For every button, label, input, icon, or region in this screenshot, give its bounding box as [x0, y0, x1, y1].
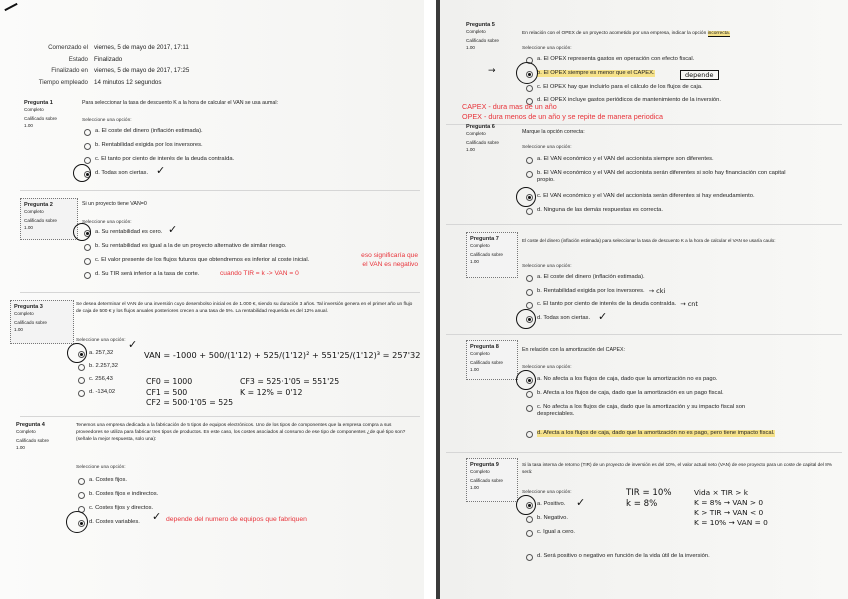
question-info	[10, 300, 74, 344]
option-label: b. Su rentabilidad es igual a la de un proyecto alternativo de similar riesgo.	[95, 243, 287, 249]
radio-button[interactable]	[78, 478, 85, 485]
handwritten-note: k = 8%	[626, 499, 658, 509]
score-value: 1.00	[24, 224, 33, 230]
option-label: b. Rentabilidad exigida por los inversores.	[95, 142, 203, 148]
radio-button[interactable]	[526, 431, 533, 438]
pen-circle-mark	[66, 511, 88, 533]
pen-circle-mark	[516, 495, 536, 515]
score-label: Calificado sobre	[16, 438, 49, 443]
option-label: b. El VAN económico y el VAN del accionista serán diferentes si solo hay financiación con capital propio.	[537, 170, 786, 184]
question-text: Se desea determinar el VAN de una inversión cuyo desembolso inicial es de 1.000 €, siendo su duración 3 años. Tal inversión genera en el primer año un flujo de caja de 500 € y los flujos anuales posteriores crecen a una tasa de 5%. La rentabilidad requerida es del 12% anual.	[76, 302, 413, 314]
check-mark-icon: ✓	[168, 223, 178, 236]
option-label: b. Rentabilidad exigida por los inversores.	[537, 288, 645, 294]
score-label: Calificado sobre	[14, 320, 47, 325]
score-value: 1.00	[14, 326, 23, 332]
option-label: c. El tanto por ciento de interés de la deuda contraída.	[95, 156, 235, 162]
radio-button[interactable]	[526, 171, 533, 178]
answer-option[interactable]	[78, 376, 113, 384]
question-status: Completo	[470, 242, 490, 248]
option-label: d. Todas son ciertas.	[537, 315, 591, 321]
pen-circle-mark	[73, 223, 91, 241]
pen-circle-mark	[516, 370, 536, 390]
pen-circle-mark	[67, 343, 87, 363]
question-text: Tenemos una empresa dedicada a la fabricación de 5 tipos de equipos electrónicos. Uno de los tipos de componentes que la empresa compra a sus proveedores se utiliza para fabricar tres tipos de productos. En este caso, los costes asociados al consumo de ese tipo de componentes ¿de qué tipo son? (señale la mejor respuesta, solo una):	[76, 423, 406, 442]
question-info	[16, 422, 74, 451]
answer-option[interactable]	[78, 491, 158, 499]
radio-button[interactable]	[84, 157, 91, 164]
answer-option-selected[interactable]	[526, 376, 717, 384]
summary-key: Estado	[68, 55, 88, 63]
answer-option[interactable]	[526, 84, 703, 92]
answer-option[interactable]	[526, 529, 586, 537]
summary-key: Tiempo empleado	[38, 78, 88, 86]
question-text-main: En relación con el OPEX de un proyecto acometido por una empresa, indicar la opción	[522, 31, 708, 36]
option-label: d. Costes variables.	[89, 519, 140, 525]
option-label: c. El OPEX hay que incluirlo para el cálculo de los flujos de caja.	[537, 84, 703, 90]
question-status: Completo	[24, 106, 44, 112]
score-value: 1.00	[24, 122, 33, 128]
attempt-summary	[20, 42, 189, 88]
score-label: Calificado sobre	[470, 360, 503, 365]
handwritten-note: K = 10% → VAN = 0	[694, 518, 768, 527]
question-status: Completo	[466, 130, 486, 136]
score-label: Calificado sobre	[470, 252, 503, 257]
answer-option[interactable]	[84, 156, 234, 164]
divider	[446, 224, 842, 225]
question-number: Pregunta 2	[24, 202, 53, 208]
radio-button[interactable]	[526, 516, 533, 523]
question-text	[522, 30, 842, 37]
question-info	[466, 232, 518, 278]
option-label: b. Costes fijos e indirectos.	[89, 491, 159, 497]
option-label: a. Costes fijos.	[89, 477, 128, 483]
radio-button[interactable]	[84, 272, 91, 279]
select-label: Seleccione una opción:	[76, 338, 126, 343]
annotation-red: cuando TIR = k -> VAN = 0	[220, 270, 299, 277]
radio-button[interactable]	[526, 289, 533, 296]
handwritten-notes	[626, 488, 672, 510]
option-label: a. El coste del dinero (inflación estimada).	[95, 128, 203, 134]
check-mark-icon: ✓	[128, 338, 138, 351]
option-label: a. Positivo.	[537, 501, 566, 507]
select-label: Seleccione una opción:	[522, 264, 572, 269]
divider	[20, 416, 420, 417]
question-info	[466, 124, 524, 153]
radio-button[interactable]	[84, 258, 91, 265]
handwritten-notes	[146, 377, 233, 409]
radio-button[interactable]	[78, 364, 85, 371]
option-label: a. Su rentabilidad es cero.	[95, 229, 163, 235]
question-status: Completo	[466, 28, 486, 34]
score-label: Calificado sobre	[466, 140, 499, 145]
answer-option[interactable]	[84, 142, 203, 150]
question-number: Pregunta 7	[470, 236, 499, 242]
option-label: b. Negativo.	[537, 515, 568, 521]
handwritten-note: K = 12% = 0'12	[240, 387, 303, 397]
question-info	[24, 100, 82, 129]
question-number: Pregunta 3	[14, 304, 43, 310]
question-number: Pregunta 5	[466, 22, 495, 28]
answer-option[interactable]	[78, 363, 118, 371]
answer-option[interactable]	[526, 274, 645, 282]
handwritten-note: CF2 = 500·1'05 = 525	[146, 398, 234, 407]
radio-button[interactable]	[526, 530, 533, 537]
summary-row	[20, 77, 189, 89]
question-text: En relación con la amortización del CAPEX:	[522, 347, 626, 353]
option-label: a. El VAN económico y el VAN del accionista siempre son diferentes.	[537, 156, 714, 162]
handwritten-note: → cnt	[680, 300, 698, 308]
handwritten-note: CF3 = 525·1'05 = 551'25	[240, 377, 340, 386]
scan-shadow-edge	[436, 0, 440, 599]
handwritten-note: K = 8% → VAN > 0	[694, 498, 764, 507]
answer-option-selected[interactable]	[526, 70, 655, 78]
select-label: Seleccione una opción:	[522, 46, 572, 51]
option-label: a. El coste del dinero (inflación estimada).	[537, 274, 645, 280]
select-label: Seleccione una opción:	[522, 365, 572, 370]
answer-option[interactable]	[84, 128, 203, 136]
annotation-line: eso significaría que	[361, 252, 418, 259]
select-label: Seleccione una opción:	[82, 118, 132, 123]
divider	[20, 190, 420, 191]
answer-option[interactable]	[84, 257, 309, 265]
summary-value: Finalizado	[94, 55, 123, 63]
check-mark-icon: ✓	[576, 496, 586, 509]
page-gutter	[424, 0, 436, 599]
answer-option[interactable]	[526, 301, 698, 309]
answer-option-selected[interactable]	[84, 170, 148, 178]
answer-option[interactable]	[526, 156, 714, 164]
handwritten-note: TIR = 10%	[626, 488, 672, 498]
option-label: d. Su TIR será inferior a la tasa de corte.	[95, 271, 200, 277]
summary-key: Comenzado el	[48, 44, 88, 51]
radio-button[interactable]	[526, 208, 533, 215]
answer-option[interactable]	[84, 271, 199, 279]
radio-button[interactable]	[526, 85, 533, 92]
answer-option[interactable]	[526, 515, 568, 523]
answer-option[interactable]	[78, 477, 127, 485]
select-label: Seleccione una opción:	[76, 465, 126, 470]
pen-circle-mark	[516, 187, 536, 207]
summary-key: Finalizado en	[51, 67, 88, 74]
question-text: Si un proyecto tiene VAN=0	[82, 201, 147, 207]
answer-option-selected[interactable]	[84, 229, 162, 237]
option-label-highlighted: b. El OPEX siempre es menor que el CAPEX.	[537, 70, 655, 76]
option-label-highlighted: d. Afecta a los flujos de caja, dado que la amortización no es pago, pero tiene impacto fiscal.	[537, 430, 775, 436]
handwritten-notes	[694, 488, 768, 528]
answer-option[interactable]	[526, 170, 802, 185]
pen-circle-mark	[73, 164, 91, 182]
question-text: El coste del dinero (inflación estimada) para seleccionar la tasa de descuento K a la hora de calcular el VAN se usaría caulo:	[522, 238, 776, 243]
summary-row	[20, 54, 189, 66]
option-label: d. El OPEX incluye gastos periódicos de mantenimiento de la inversión.	[537, 97, 721, 103]
option-label: d. Será positivo o negativo en función de la vida útil de la inversión.	[537, 553, 710, 559]
score-value: 1.00	[466, 146, 475, 152]
handwritten-note: → cki	[648, 287, 666, 295]
question-number: Pregunta 9	[470, 462, 499, 468]
option-label: b. 2.257,32	[89, 363, 119, 369]
annotation-red: depende del numero de equipos que fabriquen	[166, 516, 307, 523]
score-label: Calificado sobre	[470, 478, 503, 483]
option-label: d. Todas son ciertas.	[95, 170, 149, 176]
divider	[446, 334, 842, 335]
radio-button[interactable]	[84, 129, 91, 136]
highlighted-word: incorrecta.	[707, 31, 730, 36]
question-text: Si la tasa interna de retorno (TIR) de un proyecto de inversión es del 10%, el valor actual neto (VAN) de ese proyecto para un coste de capital del 8% será:	[522, 462, 832, 474]
summary-value: 14 minutos 12 segundos	[94, 78, 162, 86]
question-info	[466, 340, 518, 380]
select-label: Seleccione una opción:	[82, 220, 132, 225]
question-status: Completo	[470, 350, 490, 356]
annotation-red	[462, 102, 663, 122]
score-value: 1.00	[466, 44, 475, 50]
radio-button[interactable]	[78, 390, 85, 397]
question-number: Pregunta 1	[24, 100, 53, 106]
answer-option[interactable]	[526, 404, 782, 419]
score-value: 1.00	[470, 366, 479, 372]
question-number: Pregunta 8	[470, 344, 499, 350]
option-label: c. El VAN económico y el VAN del accionista serán diferentes si hay endeudamiento.	[537, 193, 755, 199]
arrow-icon: →	[488, 66, 496, 76]
option-label: a. El OPEX representa gastos en operación con efecto fiscal.	[537, 56, 695, 62]
option-label: a. No afecta a los flujos de caja, dado que la amortización no es pago.	[537, 376, 718, 382]
question-text: Marque la opción correcta:	[522, 129, 585, 135]
question-status: Completo	[14, 310, 34, 316]
answer-option[interactable]	[78, 389, 115, 397]
score-label: Calificado sobre	[24, 116, 57, 121]
score-value: 1.00	[470, 258, 479, 264]
answer-option[interactable]	[526, 56, 694, 64]
summary-value: viernes, 5 de mayo de 2017, 17:25	[94, 67, 190, 74]
option-label: c. 256,43	[89, 376, 113, 382]
option-label: d. Ninguna de las demás respuestas es correcta.	[537, 207, 663, 213]
annotation-line: el VAN es negativo	[362, 261, 418, 268]
answer-option[interactable]	[78, 505, 153, 513]
pen-circle-mark	[516, 62, 538, 84]
question-status: Completo	[24, 208, 44, 214]
check-mark-icon: ✓	[156, 164, 166, 177]
radio-button[interactable]	[526, 405, 533, 412]
handwritten-note: Vida × TIR > k	[694, 488, 749, 497]
annotation-red	[352, 251, 418, 269]
option-label: c. No afecta a los flujos de caja, dado que la amortización y su impacto fiscal son despreciables.	[537, 404, 746, 418]
radio-button[interactable]	[78, 377, 85, 384]
option-label: c. El tanto por ciento de interés de la deuda contraída.	[537, 301, 677, 307]
question-info	[20, 198, 78, 240]
question-info	[466, 458, 518, 502]
select-label: Seleccione una opción:	[522, 145, 572, 150]
check-mark-icon: ✓	[152, 510, 162, 523]
handwritten-note: CF1 = 500	[146, 387, 188, 397]
answer-option[interactable]	[526, 288, 665, 296]
question-info	[466, 22, 524, 51]
radio-button[interactable]	[526, 302, 533, 309]
divider	[446, 452, 842, 453]
score-value: 1.00	[16, 444, 25, 450]
summary-row	[20, 42, 189, 54]
handwritten-note: K > TIR → VAN < 0	[694, 508, 764, 517]
radio-button[interactable]	[84, 143, 91, 150]
check-mark-icon: ✓	[598, 310, 608, 323]
question-text: Para seleccionar la tasa de descuento K a la hora de calcular el VAN se usa aumal:	[82, 100, 278, 106]
answer-option-selected[interactable]	[526, 193, 755, 201]
answer-option[interactable]	[526, 390, 724, 398]
pen-circle-mark	[516, 309, 536, 329]
select-label: Seleccione una opción:	[522, 490, 572, 495]
divider	[20, 292, 420, 293]
radio-button[interactable]	[526, 391, 533, 398]
score-value: 1.00	[470, 484, 479, 490]
question-status: Completo	[16, 428, 36, 434]
answer-option[interactable]	[526, 553, 710, 561]
radio-button[interactable]	[84, 244, 91, 251]
radio-button[interactable]	[526, 157, 533, 164]
question-status: Completo	[470, 468, 490, 474]
handwritten-formula: VAN = -1000 + 500/(1'12) + 525/(1'12)² + 551'25/(1'12)³ = 257'32	[144, 350, 421, 360]
answer-option[interactable]	[84, 243, 286, 251]
answer-option[interactable]	[526, 207, 663, 215]
radio-button[interactable]	[526, 554, 533, 561]
radio-button[interactable]	[78, 492, 85, 499]
handwritten-note: depende	[680, 70, 719, 80]
option-label: c. El valor presente de los flujos futuros que obtendremos es inferior al coste inicial.	[95, 257, 310, 263]
score-label: Calificado sobre	[466, 38, 499, 43]
radio-button[interactable]	[526, 275, 533, 282]
score-label: Calificado sobre	[24, 218, 57, 223]
question-number: Pregunta 4	[16, 422, 45, 428]
option-label: c. Igual a cero.	[537, 529, 576, 535]
summary-value: viernes, 5 de mayo de 2017, 17:11	[94, 44, 189, 51]
option-label: b. Afecta a los flujos de caja, dado que la amortización es un pago fiscal.	[537, 390, 724, 396]
option-label: d. -134,02	[89, 389, 116, 395]
option-label: a. 257,32	[89, 350, 114, 356]
handwritten-notes	[240, 377, 339, 398]
annotation-line: CAPEX - dura mas de un año	[462, 102, 557, 111]
option-label: c. Costes fijos y directos.	[89, 505, 154, 511]
summary-row	[20, 65, 189, 77]
answer-option[interactable]	[526, 430, 775, 438]
question-number: Pregunta 6	[466, 124, 495, 130]
annotation-line: OPEX - dura menos de un año y se repite de manera periodica	[462, 112, 663, 121]
handwritten-note: CF0 = 1000	[146, 377, 193, 386]
